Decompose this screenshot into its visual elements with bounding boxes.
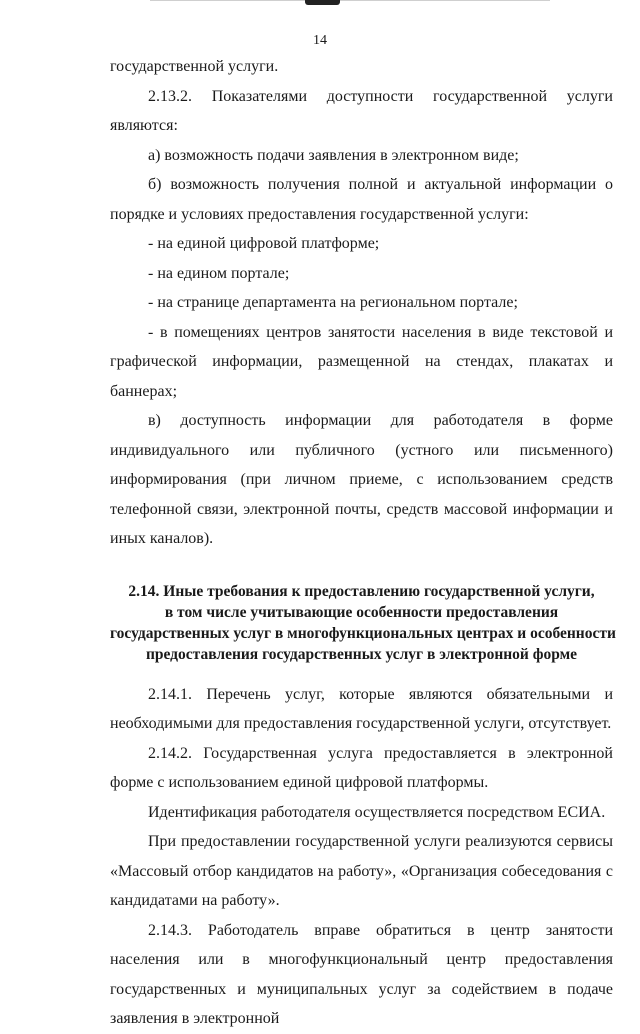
- paragraph-2-14-3: 2.14.3. Работодатель вправе обратиться в центр занятости населения или в многофункциональный центр предоставления государственных и муниципальных услуг за содействием в подаче заявления в электронной: [110, 921, 613, 1027]
- paragraph-continuation: государственной услуги.: [110, 58, 279, 75]
- heading-line-2: в том числе учитывающие особенности предоставления: [164, 603, 559, 621]
- paragraph-2-14-1: 2.14.1. Перечень услуг, которые являются обязательными и необходимыми для предоставления государственной услуги, отсутствует.: [110, 685, 613, 732]
- scan-edge-line: [150, 0, 550, 1]
- heading-line-3: государственных услуг в многофункциональных центрах и особенности: [110, 624, 616, 642]
- document-body: [110, 52, 616, 1034]
- bullet-regional-portal: - на странице департамента на региональном портале;: [148, 294, 518, 311]
- paragraph-services: При предоставлении государственной услуги реализуются сервисы «Массовый отбор кандидатов на работу», «Организация собеседования с кандидатами на работу».: [110, 833, 613, 909]
- bullet-digital-platform: - на единой цифровой платформе;: [148, 235, 380, 252]
- bullet-employment-centers: - в помещениях центров занятости населения в виде текстовой и графической информации, размещенной на стендах, плакатах и баннерах;: [110, 323, 613, 400]
- list-item-a: а) возможность подачи заявления в электронном виде;: [148, 146, 519, 164]
- page-number: 14: [313, 33, 327, 48]
- heading-line-4: предоставления государственных услуг в электронной форме: [145, 645, 578, 663]
- paragraph-2-13-2: 2.13.2. Показателями доступности государственной услуги являются:: [110, 87, 613, 134]
- section-heading-2-14: [110, 581, 616, 665]
- list-item-v: в) доступность информации для работодателя в форме индивидуального или публичного (устного или письменного) информирования (при личном приеме, с использованием средств телефонной связи, электронной почты, средств массовой информации и иных каналов).: [110, 412, 613, 547]
- scan-artifact-mark: [305, 0, 340, 5]
- heading-line-1: 2.14. Иные требования к предоставлению государственной услуги,: [128, 582, 595, 600]
- paragraph-2-14-2: 2.14.2. Государственная услуга предоставляется в электронной форме с использованием единой цифровой платформы.: [110, 744, 613, 791]
- paragraph-identification: Идентификация работодателя осуществляется посредством ЕСИА.: [148, 803, 606, 821]
- list-item-b: б) возможность получения полной и актуальной информации о порядке и условиях предоставления государственной услуги:: [110, 176, 613, 223]
- bullet-unified-portal: - на едином портале;: [148, 264, 290, 282]
